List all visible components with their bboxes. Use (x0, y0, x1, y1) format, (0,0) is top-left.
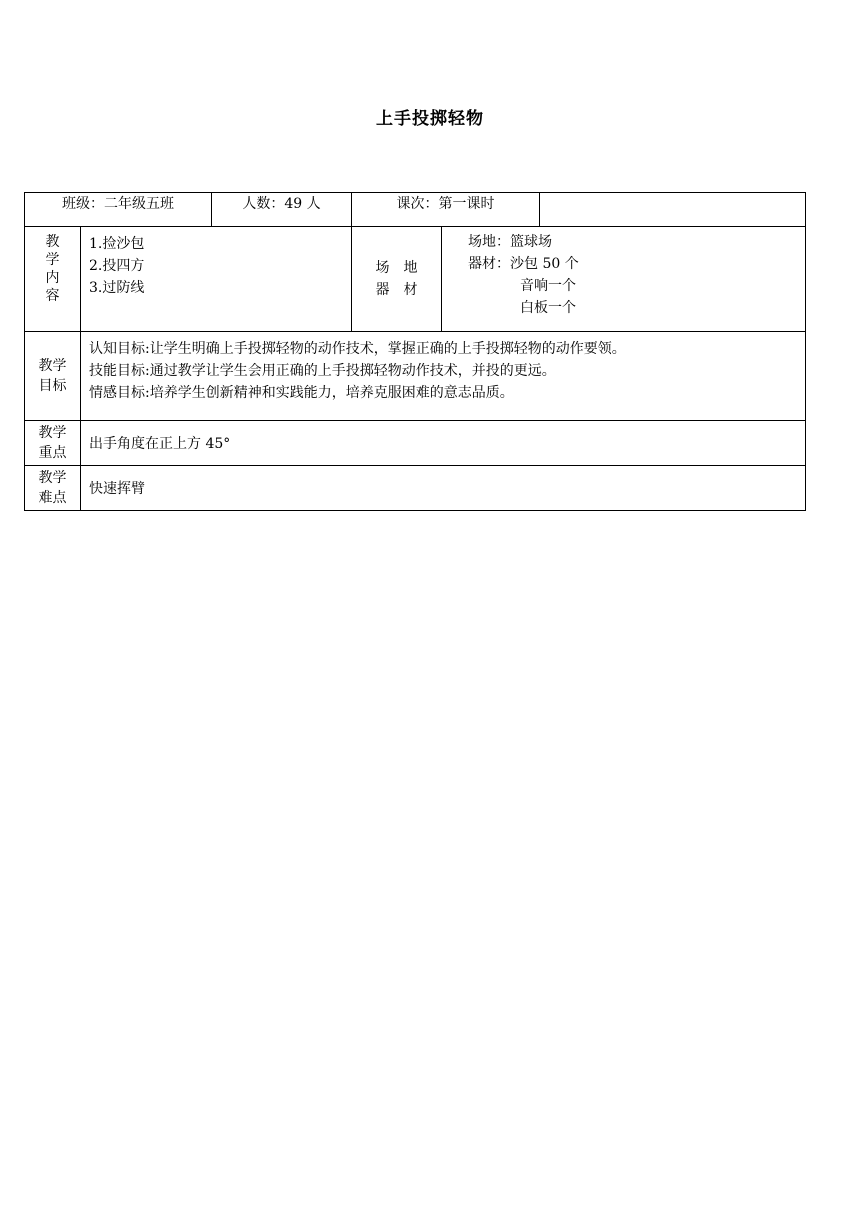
difficulty-text: 快速挥臂 (81, 466, 806, 511)
difficulty-row (25, 466, 806, 511)
difficulty-label: 教学 难点 (25, 466, 81, 511)
equipment-line: 白板一个 (520, 300, 576, 316)
class-cell: 班级：二年级五班 (25, 193, 212, 227)
content-items (81, 227, 352, 332)
goal-skill: 技能目标:通过教学让学生会用正确的上手投掷轻物动作技术，并投的更远。 (89, 363, 556, 379)
content-item: 3.过防线 (89, 280, 145, 296)
document-title: 上手投掷轻物 (376, 109, 484, 129)
venue-place: 场地：篮球场 (468, 234, 552, 250)
goals-row (25, 332, 806, 421)
equipment-line: 音响一个 (520, 278, 576, 294)
header-row (25, 193, 806, 227)
goal-cognitive: 认知目标:让学生明确上手投掷轻物的动作技术，掌握正确的上手投掷轻物的动作要领。 (89, 341, 626, 357)
key-point-row (25, 421, 806, 466)
venue-equipment (442, 227, 806, 332)
goals-label: 教学 目标 (25, 332, 81, 421)
content-row (25, 227, 806, 332)
content-item: 2.投四方 (89, 258, 145, 274)
content-label: 教 学 内 容 (25, 227, 81, 332)
blank-cell (540, 193, 806, 227)
equipment-line: 器材：沙包 50 个 (468, 256, 579, 272)
key-point-text: 出手角度在正上方 45° (81, 421, 806, 466)
count-cell: 人数：49 人 (212, 193, 352, 227)
goals-text (81, 332, 806, 421)
key-point-label: 教学 重点 (25, 421, 81, 466)
venue-label: 场 地 器 材 (352, 227, 442, 332)
lesson-plan-table (24, 192, 806, 511)
goal-emotion: 情感目标:培养学生创新精神和实践能力，培养克服困难的意志品质。 (89, 385, 514, 401)
lesson-cell: 课次：第一课时 (352, 193, 540, 227)
content-item: 1.捡沙包 (89, 236, 145, 252)
